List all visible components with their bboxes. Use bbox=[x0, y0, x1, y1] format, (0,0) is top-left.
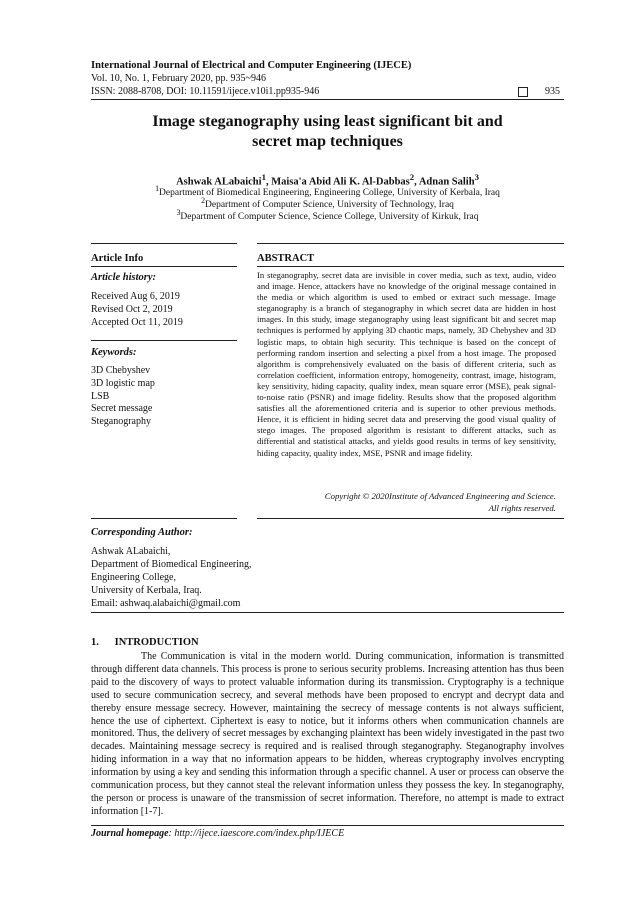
keyword: 3D logistic map bbox=[91, 377, 155, 389]
author-name: Adnan Salih bbox=[418, 176, 475, 188]
page-box-icon bbox=[518, 87, 528, 97]
affiliation-sup: 2 bbox=[201, 196, 206, 205]
abstract-heading: ABSTRACT bbox=[257, 253, 315, 264]
corresponding-label: Corresponding Author: bbox=[91, 527, 193, 538]
article-info-rule bbox=[91, 266, 237, 267]
corresponding-rule bbox=[91, 518, 237, 519]
corresponding-line: Engineering College, bbox=[91, 572, 176, 583]
article-info-top-rule bbox=[91, 243, 237, 244]
introduction-paragraph: The Communication is vital in the modern world. During communication, information is transmitted through different data channels. This process is prone to serious security problems. Increasing attention has thus been paid to the discovery of ways to protect valuable information during its transmission. Cryptography is a technique used to secure communication secrecy, and several methods have been proposed to encrypt and decrypt data and thereby ensure message secrecy. However, maintaining the secrecy of message contents is not always sufficient, hence the use of ciphertext. Ciphertext is easy to notice, but it informs others when communication channels are monitored. Thus, the delivery of secret messages by exchanging plaintext has been widely investigated in the past two decades. Maintaining message secrecy is required and is realised through steganography. Steganography involves hiding information in a way that no information appears to be hidden, whereas cryptography involves encrypting information by using a key and sending this information through a specific channel. A user or process can observe the communication process, but they cannot steal the relevant information unless they possess the key. In steganography, the person or process is unaware of the transmission of secret information. Therefore, no attempt is made to extract information [1-7]. bbox=[91, 651, 564, 817]
author-name: Ashwak ALabaichi bbox=[176, 176, 262, 188]
abstract-bottom-rule bbox=[257, 518, 564, 519]
affiliation-sup: 1 bbox=[155, 184, 160, 193]
paper-title bbox=[91, 112, 564, 152]
author-sep: , bbox=[414, 176, 419, 188]
article-info-heading: Article Info bbox=[91, 253, 144, 264]
keyword: LSB bbox=[91, 390, 110, 402]
history-rule bbox=[91, 340, 237, 341]
keyword: 3D Chebyshev bbox=[91, 365, 151, 376]
author-sup: 1 bbox=[261, 172, 266, 182]
journal-volume: Vol. 10, No. 1, February 2020, pp. 935~946 bbox=[91, 73, 266, 84]
history-item: Received Aug 6, 2019 bbox=[91, 291, 180, 302]
copyright-line: All rights reserved. bbox=[488, 503, 556, 513]
affiliation bbox=[91, 208, 564, 222]
corresponding-bottom-rule bbox=[91, 612, 564, 613]
keyword: Secret message bbox=[91, 403, 153, 415]
affiliation-sup: 3 bbox=[176, 208, 181, 217]
history-item: Revised Oct 2, 2019 bbox=[91, 303, 173, 315]
journal-homepage bbox=[91, 828, 344, 839]
keyword-list bbox=[91, 365, 155, 429]
corresponding-details bbox=[91, 545, 252, 610]
keywords-label: Keywords: bbox=[91, 347, 137, 358]
abstract-top-rule bbox=[257, 243, 564, 244]
footer-rule bbox=[91, 825, 564, 826]
corresponding-line: Ashwak ALabaichi, bbox=[91, 546, 171, 557]
header-rule bbox=[91, 99, 564, 100]
author-sup: 3 bbox=[474, 172, 479, 182]
history-item: Accepted Oct 11, 2019 bbox=[91, 316, 183, 328]
keyword: Steganography bbox=[91, 416, 151, 428]
corresponding-line: University of Kerbala, Iraq. bbox=[91, 585, 202, 596]
abstract-text: In steganography, secret data are invisible in cover media, such as text, audio, video and image. Hence, attackers have no knowledge of the original message contained in the media or which algorithm is used to embed or extract such message. Image steganography is a branch of steganography in which secret data are hidden in host images. In this study, image steganography using least significant bit and secret map techniques is performed by applying 3D chaotic maps, namely, 3D Chebyshev and 3D logistic maps, to obtain high security. This technique is based on the concept of performing random insertion and selecting a pixel from a host image. The proposed algorithm is comprehensively evaluated on the basis of different criteria, such as correlation coefficient, information entropy, homogeneity, contrast, image, histogram, key sensitivity, hiding capacity, quality index, mean square error (MSE), peak signal-to-noise ratio (PSNR) and image fidelity. Results show that the proposed algorithm satisfies all the aforementioned criteria and is superior to other previous methods. Hence, it is efficient in hiding secret data and preserving the good visual quality of stego images. The proposed algorithm is resistant to different attacks, such as differential and statistical attacks, and yields good results in terms of key sensitivity, hiding capacity, quality index, MSE, PSNR and image fidelity. bbox=[257, 270, 556, 458]
title-line: secret map techniques bbox=[252, 133, 403, 150]
corresponding-line: Email: ashwaq.alabaichi@gmail.com bbox=[91, 598, 241, 609]
history-label: Article history: bbox=[91, 272, 157, 283]
affiliation-text: Department of Computer Science, University of Technology, Iraq bbox=[205, 200, 454, 211]
page-number: 935 bbox=[545, 86, 560, 97]
affiliation-text: Department of Computer Science, Science College, University of Kirkuk, Iraq bbox=[180, 212, 479, 223]
author-name: Maisa'a Abid Ali K. Al-Dabbas bbox=[271, 176, 410, 188]
abstract-rule bbox=[257, 266, 564, 267]
history-list bbox=[91, 291, 183, 329]
journal-name: International Journal of Electrical and Computer Engineering (IJECE) bbox=[91, 60, 412, 71]
journal-issn: ISSN: 2088-8708, DOI: 10.11591/ijece.v10i1.pp935-946 bbox=[91, 86, 320, 97]
author-sup: 2 bbox=[409, 172, 415, 182]
homepage-url: : http://ijece.iaescore.com/index.php/IJECE bbox=[168, 828, 345, 839]
copyright-line: Copyright © 2020Institute of Advanced Engineering and Science. bbox=[324, 491, 556, 501]
author-sep: , bbox=[265, 176, 272, 188]
corresponding-line: Department of Biomedical Engineering, bbox=[91, 559, 252, 570]
title-line: Image steganography using least significant bit and bbox=[152, 113, 503, 130]
section-heading: 1. INTRODUCTION bbox=[91, 637, 199, 648]
affiliation-text: Department of Biomedical Engineering, Engineering College, University of Kerbala, Iraq bbox=[159, 188, 500, 199]
homepage-label: Journal homepage bbox=[91, 828, 169, 839]
